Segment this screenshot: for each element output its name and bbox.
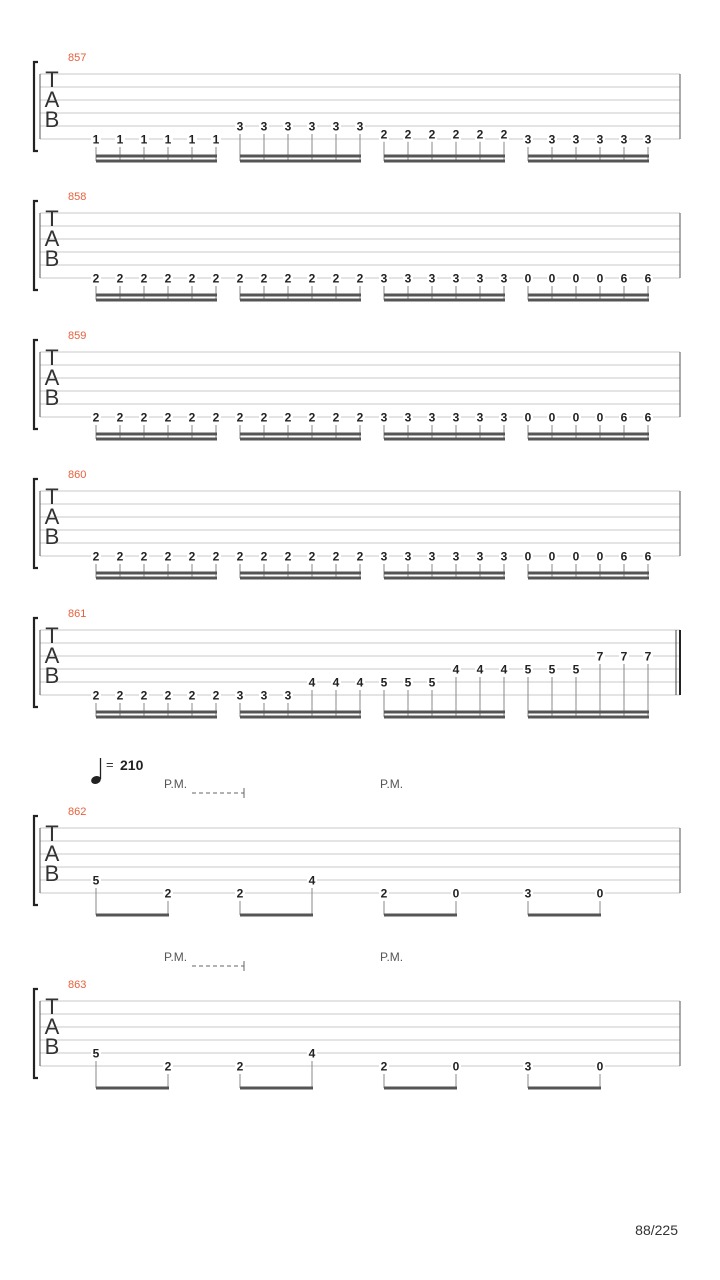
measure-858 [34, 191, 680, 302]
fret-number: 3 [428, 549, 436, 564]
fret-number: 3 [524, 886, 532, 901]
tab-clef-letter: T [45, 345, 59, 370]
note-beam [528, 716, 649, 719]
fret-number: 2 [188, 271, 196, 286]
fret-number: 7 [620, 649, 628, 664]
fret-number: 2 [140, 271, 148, 286]
note-beam [96, 1087, 169, 1090]
fret-number: 5 [548, 662, 556, 677]
fret-number: 2 [92, 271, 100, 286]
page-number: 88/225 [635, 1222, 678, 1238]
note-beam [240, 294, 361, 297]
tab-clef-letter: A [44, 87, 60, 112]
fret-number: 1 [212, 132, 220, 147]
fret-number: 2 [380, 127, 388, 142]
fret-number: 2 [308, 549, 316, 564]
staff-bracket [34, 618, 38, 707]
tempo-value: 210 [120, 757, 144, 773]
fret-number: 3 [476, 271, 484, 286]
note-beam [384, 155, 505, 158]
fret-number: 2 [116, 688, 124, 703]
note-beam [240, 572, 361, 575]
measure-number: 861 [68, 608, 87, 620]
fret-number: 3 [572, 132, 580, 147]
fret-number: 0 [452, 1059, 460, 1074]
fret-number: 3 [236, 688, 244, 703]
fret-number: 4 [308, 873, 316, 888]
fret-number: 3 [476, 549, 484, 564]
fret-number: 2 [164, 271, 172, 286]
tab-clef-letter: A [44, 226, 60, 251]
measure-number: 863 [68, 979, 87, 991]
fret-number: 2 [164, 549, 172, 564]
fret-number: 2 [116, 271, 124, 286]
note-beam [384, 294, 505, 297]
fret-number: 2 [284, 271, 292, 286]
fret-number: 1 [164, 132, 172, 147]
fret-number: 3 [452, 271, 460, 286]
fret-number: 3 [452, 410, 460, 425]
note-beam [240, 1087, 313, 1090]
tab-clef-letter: B [44, 524, 60, 549]
note-beam [240, 577, 361, 580]
fret-number: 3 [476, 410, 484, 425]
fret-number: 3 [284, 688, 292, 703]
fret-number: 2 [212, 410, 220, 425]
note-beam [240, 914, 313, 917]
fret-number: 3 [332, 119, 340, 134]
fret-number: 2 [116, 549, 124, 564]
fret-number: 0 [596, 549, 604, 564]
fret-number: 3 [356, 119, 364, 134]
fret-number: 0 [596, 1059, 604, 1074]
fret-number: 4 [500, 662, 508, 677]
staff-bracket [34, 62, 38, 151]
note-beam [96, 711, 217, 714]
measure-860 [34, 469, 680, 580]
tab-clef-letter: B [44, 663, 60, 688]
measure-number: 860 [68, 469, 87, 481]
fret-number: 2 [164, 688, 172, 703]
fret-number: 0 [572, 271, 580, 286]
tab-clef-letter: B [44, 246, 60, 271]
staff-bracket [34, 479, 38, 568]
note-beam [384, 572, 505, 575]
fret-number: 0 [548, 549, 556, 564]
fret-number: 3 [260, 688, 268, 703]
fret-number: 2 [308, 271, 316, 286]
note-beam [384, 299, 505, 302]
fret-number: 2 [332, 271, 340, 286]
fret-number: 3 [452, 549, 460, 564]
note-beam [96, 160, 217, 163]
fret-number: 0 [596, 271, 604, 286]
fret-number: 6 [620, 549, 628, 564]
fret-number: 2 [332, 410, 340, 425]
fret-number: 2 [92, 410, 100, 425]
tab-clef-letter: A [44, 1014, 60, 1039]
fret-number: 2 [188, 549, 196, 564]
fret-number: 6 [620, 410, 628, 425]
measure-number: 857 [68, 52, 87, 64]
measure-number: 858 [68, 191, 87, 203]
measure-857 [34, 52, 680, 163]
fret-number: 6 [644, 410, 652, 425]
fret-number: 3 [500, 549, 508, 564]
fret-number: 2 [188, 410, 196, 425]
fret-number: 0 [452, 886, 460, 901]
fret-number: 1 [116, 132, 124, 147]
palm-mute-label: P.M. [380, 777, 404, 791]
note-beam [384, 711, 505, 714]
fret-number: 2 [356, 271, 364, 286]
fret-number: 2 [212, 549, 220, 564]
fret-number: 0 [596, 410, 604, 425]
note-beam [240, 433, 361, 436]
fret-number: 2 [284, 549, 292, 564]
fret-number: 7 [596, 649, 604, 664]
note-beam [384, 433, 505, 436]
fret-number: 6 [644, 271, 652, 286]
tab-clef-letter: T [45, 821, 59, 846]
palm-mute-label: P.M. [164, 950, 188, 964]
note-beam [384, 914, 457, 917]
fret-number: 2 [476, 127, 484, 142]
note-beam [528, 155, 649, 158]
fret-number: 2 [116, 410, 124, 425]
fret-number: 3 [524, 1059, 532, 1074]
note-beam [96, 433, 217, 436]
measure-863 [34, 950, 680, 1090]
fret-number: 2 [140, 410, 148, 425]
tab-clef-letter: T [45, 623, 59, 648]
note-beam [528, 577, 649, 580]
fret-number: 0 [572, 410, 580, 425]
note-beam [240, 716, 361, 719]
fret-number: 2 [236, 549, 244, 564]
fret-number: 0 [548, 271, 556, 286]
fret-number: 0 [524, 271, 532, 286]
fret-number: 2 [284, 410, 292, 425]
note-beam [528, 1087, 601, 1090]
fret-number: 3 [308, 119, 316, 134]
note-beam [96, 914, 169, 917]
fret-number: 5 [92, 1046, 100, 1061]
tab-clef-letter: T [45, 484, 59, 509]
fret-number: 5 [380, 675, 388, 690]
tab-clef-letter: T [45, 994, 59, 1019]
fret-number: 3 [236, 119, 244, 134]
note-beam [528, 914, 601, 917]
fret-number: 3 [260, 119, 268, 134]
note-beam [96, 716, 217, 719]
fret-number: 2 [236, 271, 244, 286]
tab-clef-letter: B [44, 385, 60, 410]
fret-number: 2 [404, 127, 412, 142]
note-beam [96, 299, 217, 302]
fret-number: 2 [356, 410, 364, 425]
measure-861 [34, 608, 680, 719]
fret-number: 2 [164, 1059, 172, 1074]
note-beam [96, 438, 217, 441]
note-beam [96, 294, 217, 297]
fret-number: 3 [380, 410, 388, 425]
fret-number: 3 [428, 410, 436, 425]
tab-clef-letter: T [45, 206, 59, 231]
fret-number: 2 [428, 127, 436, 142]
fret-number: 4 [476, 662, 484, 677]
fret-number: 2 [500, 127, 508, 142]
tab-clef-letter: T [45, 67, 59, 92]
fret-number: 0 [548, 410, 556, 425]
note-beam [96, 577, 217, 580]
tab-clef-letter: A [44, 841, 60, 866]
fret-number: 2 [212, 271, 220, 286]
fret-number: 2 [164, 886, 172, 901]
fret-number: 1 [92, 132, 100, 147]
fret-number: 2 [260, 271, 268, 286]
note-beam [96, 155, 217, 158]
fret-number: 2 [188, 688, 196, 703]
staff-bracket [34, 816, 38, 905]
note-beam [528, 433, 649, 436]
fret-number: 3 [428, 271, 436, 286]
fret-number: 2 [164, 410, 172, 425]
fret-number: 3 [548, 132, 556, 147]
measure-number: 862 [68, 806, 87, 818]
tab-clef-letter: A [44, 365, 60, 390]
fret-number: 3 [404, 410, 412, 425]
fret-number: 0 [524, 410, 532, 425]
fret-number: 2 [236, 410, 244, 425]
fret-number: 2 [356, 549, 364, 564]
tab-clef-letter: B [44, 107, 60, 132]
measure-number: 859 [68, 330, 87, 342]
fret-number: 0 [596, 886, 604, 901]
staff-bracket [34, 340, 38, 429]
fret-number: 7 [644, 649, 652, 664]
note-beam [528, 294, 649, 297]
fret-number: 2 [260, 549, 268, 564]
fret-number: 5 [428, 675, 436, 690]
note-beam [384, 160, 505, 163]
fret-number: 5 [572, 662, 580, 677]
note-beam [240, 299, 361, 302]
fret-number: 4 [356, 675, 364, 690]
measure-862 [34, 757, 680, 917]
note-beam [384, 1087, 457, 1090]
palm-mute-label: P.M. [380, 950, 404, 964]
fret-number: 3 [284, 119, 292, 134]
fret-number: 3 [404, 271, 412, 286]
fret-number: 0 [572, 549, 580, 564]
note-beam [240, 438, 361, 441]
tempo-equals: = [106, 757, 114, 772]
fret-number: 3 [596, 132, 604, 147]
fret-number: 4 [332, 675, 340, 690]
staff-bracket [34, 201, 38, 290]
palm-mute-label: P.M. [164, 777, 188, 791]
fret-number: 2 [236, 886, 244, 901]
fret-number: 3 [500, 410, 508, 425]
fret-number: 2 [332, 549, 340, 564]
note-beam [528, 160, 649, 163]
note-beam [528, 711, 649, 714]
fret-number: 5 [404, 675, 412, 690]
fret-number: 2 [380, 886, 388, 901]
fret-number: 6 [644, 549, 652, 564]
fret-number: 3 [524, 132, 532, 147]
fret-number: 2 [380, 1059, 388, 1074]
fret-number: 2 [140, 688, 148, 703]
fret-number: 6 [620, 271, 628, 286]
fret-number: 2 [260, 410, 268, 425]
fret-number: 3 [404, 549, 412, 564]
fret-number: 4 [308, 1046, 316, 1061]
fret-number: 4 [452, 662, 460, 677]
note-beam [240, 711, 361, 714]
fret-number: 3 [380, 549, 388, 564]
tab-clef-letter: A [44, 643, 60, 668]
note-beam [240, 155, 361, 158]
fret-number: 3 [620, 132, 628, 147]
fret-number: 2 [452, 127, 460, 142]
fret-number: 2 [92, 549, 100, 564]
note-beam [384, 438, 505, 441]
note-beam [96, 572, 217, 575]
measure-859 [34, 330, 680, 441]
fret-number: 2 [212, 688, 220, 703]
note-beam [384, 716, 505, 719]
fret-number: 5 [92, 873, 100, 888]
fret-number: 2 [308, 410, 316, 425]
fret-number: 2 [92, 688, 100, 703]
fret-number: 1 [188, 132, 196, 147]
fret-number: 1 [140, 132, 148, 147]
fret-number: 2 [236, 1059, 244, 1074]
fret-number: 3 [644, 132, 652, 147]
note-beam [240, 160, 361, 163]
fret-number: 3 [380, 271, 388, 286]
fret-number: 4 [308, 675, 316, 690]
note-beam [528, 572, 649, 575]
fret-number: 0 [524, 549, 532, 564]
note-beam [384, 577, 505, 580]
fret-number: 5 [524, 662, 532, 677]
staff-bracket [34, 989, 38, 1078]
fret-number: 3 [500, 271, 508, 286]
note-beam [528, 299, 649, 302]
note-beam [528, 438, 649, 441]
tab-clef-letter: B [44, 1034, 60, 1059]
tab-clef-letter: B [44, 861, 60, 886]
tab-clef-letter: A [44, 504, 60, 529]
fret-number: 2 [140, 549, 148, 564]
